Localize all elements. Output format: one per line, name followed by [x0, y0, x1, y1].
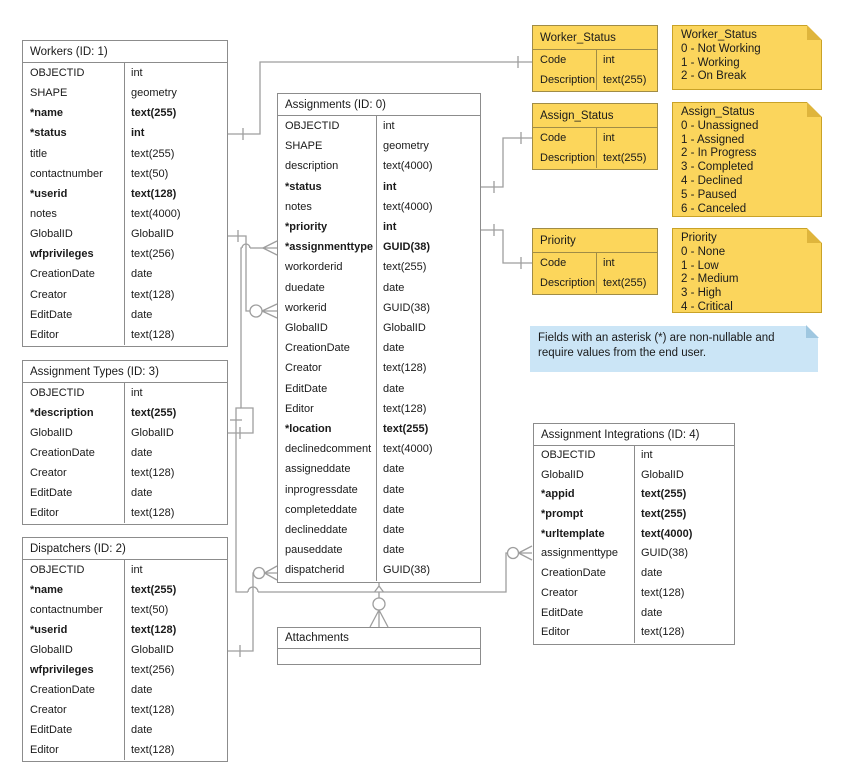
field-type: text(128): [124, 285, 227, 305]
field-name: GlobalID: [30, 427, 73, 439]
field-name: *description: [30, 407, 94, 419]
field-type: date: [124, 483, 227, 503]
cardinality-zero-circle: [373, 598, 385, 610]
field-row: [278, 379, 480, 399]
field-name: contactnumber: [30, 604, 103, 616]
field-type: text(4000): [376, 156, 480, 176]
field-type: date: [124, 720, 227, 740]
field-row: [278, 358, 480, 378]
field-name: description: [285, 160, 339, 173]
note-line: 0 - Not Working: [681, 42, 761, 55]
field-row: [23, 285, 227, 305]
field-row: [23, 443, 227, 463]
field-row: [533, 128, 657, 148]
table-workers-id-1: [22, 40, 228, 347]
field-type: text(128): [634, 584, 734, 604]
field-row: [23, 403, 227, 423]
field-name: Code: [540, 257, 567, 269]
field-type: GUID(38): [376, 560, 480, 580]
field-type: int: [376, 116, 480, 136]
field-row: [534, 446, 734, 466]
field-name: CreationDate: [541, 567, 606, 580]
field-type: text(4000): [634, 525, 734, 545]
note-line: Priority: [681, 232, 717, 244]
field-row: [23, 503, 227, 523]
field-row: [23, 423, 227, 443]
field-name: *appid: [541, 488, 575, 501]
field-name: SHAPE: [285, 140, 323, 153]
field-type: geometry: [124, 83, 227, 103]
field-row: [533, 253, 657, 273]
field-row: [278, 197, 480, 217]
field-name: declineddate: [285, 524, 348, 537]
field-type: text(128): [634, 623, 734, 643]
field-row: [533, 50, 657, 70]
field-name: CreationDate: [30, 684, 95, 696]
field-name: GlobalID: [541, 468, 584, 481]
table-title: Priority: [533, 229, 657, 253]
field-type: text(255): [124, 144, 227, 164]
field-type: text(128): [124, 325, 227, 345]
relationship-assignments-attachments: [370, 583, 388, 627]
field-name: EditDate: [285, 382, 328, 395]
table-title: Workers (ID: 1): [23, 41, 227, 63]
field-name: pauseddate: [285, 544, 343, 557]
field-name: Editor: [30, 328, 59, 341]
field-row: [534, 604, 734, 624]
field-row: [278, 298, 480, 318]
field-type: int: [596, 128, 657, 148]
note-fold-corner-icon: [807, 25, 822, 40]
field-name: EditDate: [30, 487, 73, 499]
field-type: date: [376, 278, 480, 298]
field-row: [23, 144, 227, 164]
crow-foot-marker: [265, 566, 278, 580]
field-type: text(255): [596, 148, 657, 168]
field-row: [534, 623, 734, 643]
field-row: [23, 83, 227, 103]
field-name: Creator: [30, 704, 67, 716]
field-name: Editor: [30, 744, 59, 756]
field-row: [533, 148, 657, 168]
field-name: CreationDate: [30, 447, 95, 459]
field-row: [23, 640, 227, 660]
relationship-workers-assignments-workerid: [228, 230, 277, 318]
note-line: 3 - High: [681, 287, 722, 300]
field-name: GlobalID: [285, 322, 328, 335]
field-row: [23, 184, 227, 204]
field-type: int: [376, 217, 480, 237]
field-name: Creator: [541, 586, 578, 599]
field-row: [278, 500, 480, 520]
field-type: text(4000): [376, 439, 480, 459]
field-type: int: [124, 123, 227, 143]
field-name: notes: [30, 207, 57, 220]
note-line: Worker_Status: [681, 29, 757, 41]
note-fold-corner-icon: [806, 325, 819, 338]
note-line: Fields with an asterisk (*) are non-nullable and require values from the end user.: [538, 332, 775, 359]
field-type: date: [376, 480, 480, 500]
field-type: int: [124, 383, 227, 403]
field-type: text(128): [376, 358, 480, 378]
field-type: GlobalID: [124, 224, 227, 244]
field-name: wfprivileges: [30, 664, 94, 676]
field-name: Creator: [30, 467, 67, 479]
field-row: [278, 419, 480, 439]
field-name: Creator: [30, 288, 67, 301]
table-title: Assign_Status: [533, 104, 657, 128]
table-title: Assignment Types (ID: 3): [23, 361, 227, 383]
field-row: [278, 338, 480, 358]
field-name: EditDate: [541, 606, 584, 619]
note-line: Assign_Status: [681, 106, 755, 118]
field-row: [23, 700, 227, 720]
field-row: [23, 164, 227, 184]
field-type: text(255): [596, 70, 657, 90]
field-type: text(255): [634, 505, 734, 525]
field-type: GlobalID: [634, 466, 734, 486]
field-type: text(128): [124, 184, 227, 204]
line-jump: [375, 586, 384, 592]
note-line: 2 - Medium: [681, 273, 739, 286]
field-row: [278, 237, 480, 257]
crow-foot-marker: [263, 241, 277, 255]
table-title: Dispatchers (ID: 2): [23, 538, 227, 560]
field-row: [278, 278, 480, 298]
note-line: 2 - On Break: [681, 70, 747, 83]
field-row: [534, 584, 734, 604]
field-row: [278, 136, 480, 156]
field-row: [23, 463, 227, 483]
field-type: text(128): [124, 620, 227, 640]
table-dispatchers-id-2: [22, 537, 228, 762]
field-row: [278, 217, 480, 237]
field-name: assigneddate: [285, 463, 351, 476]
field-type: text(50): [124, 164, 227, 184]
field-type: text(128): [124, 700, 227, 720]
field-type: date: [376, 520, 480, 540]
field-row: [278, 560, 480, 580]
field-row: [23, 264, 227, 284]
note-line: 3 - Completed: [681, 161, 754, 174]
table-assignment-types-id-3: [22, 360, 228, 525]
field-type: text(50): [124, 600, 227, 620]
note-line: 5 - Paused: [681, 188, 737, 201]
field-type: date: [376, 540, 480, 560]
field-name: notes: [285, 200, 312, 213]
field-type: int: [124, 63, 227, 83]
field-row: [23, 600, 227, 620]
table-title: Worker_Status: [533, 26, 657, 50]
field-name: Creator: [285, 362, 322, 375]
field-name: wfprivileges: [30, 248, 94, 261]
field-type: date: [124, 305, 227, 325]
field-name: OBJECTID: [30, 564, 85, 576]
field-type: text(128): [376, 399, 480, 419]
field-row: [23, 123, 227, 143]
field-name: completeddate: [285, 503, 358, 516]
field-name: Code: [540, 54, 567, 66]
field-name: *priority: [285, 221, 328, 234]
note-line: 2 - In Progress: [681, 147, 757, 160]
table-assign-status: [532, 103, 658, 170]
field-type: geometry: [376, 136, 480, 156]
field-type: GUID(38): [634, 544, 734, 564]
field-name: *urltemplate: [541, 527, 605, 540]
field-row: [278, 439, 480, 459]
field-row: [23, 720, 227, 740]
field-type: text(256): [124, 244, 227, 264]
field-type: date: [376, 459, 480, 479]
field-row: [533, 273, 657, 293]
field-name: CreationDate: [285, 342, 350, 355]
field-row: [23, 305, 227, 325]
field-row: [278, 540, 480, 560]
field-name: EditDate: [30, 724, 73, 736]
field-row: [278, 318, 480, 338]
field-type: int: [634, 446, 734, 466]
field-name: [278, 649, 379, 663]
field-type: text(255): [376, 419, 480, 439]
field-type: date: [376, 379, 480, 399]
note-line: 4 - Declined: [681, 174, 743, 187]
field-row: [23, 560, 227, 580]
field-type: date: [124, 443, 227, 463]
field-name: duedate: [285, 281, 325, 294]
field-name: Description: [540, 277, 596, 289]
field-row: [23, 580, 227, 600]
field-row: [534, 544, 734, 564]
table-priority: [532, 228, 658, 295]
field-name: dispatcherid: [285, 564, 345, 577]
field-name: OBJECTID: [30, 67, 85, 79]
field-row: [23, 244, 227, 264]
field-type: text(128): [124, 503, 227, 523]
field-type: text(128): [124, 740, 227, 760]
field-name: contactnumber: [30, 167, 103, 180]
field-type: date: [376, 338, 480, 358]
table-attachments: [277, 627, 481, 665]
field-type: text(4000): [376, 197, 480, 217]
field-type: date: [634, 604, 734, 624]
field-name: OBJECTID: [30, 387, 85, 399]
field-name: Editor: [541, 626, 570, 639]
note-assign-status: [672, 102, 822, 217]
note-fields-with-an-asterisk-are-no: [530, 326, 818, 372]
field-name: *prompt: [541, 508, 584, 521]
field-type: text(255): [124, 103, 227, 123]
table-title: Attachments: [278, 628, 480, 649]
field-name: *assignmenttype: [285, 241, 374, 254]
field-name: *name: [30, 107, 64, 120]
field-type: [379, 649, 480, 663]
table-assignments-id-0: [277, 93, 481, 583]
table-worker-status: [532, 25, 658, 92]
field-name: Description: [540, 152, 596, 164]
field-type: text(255): [596, 273, 657, 293]
field-name: Description: [540, 74, 596, 86]
field-name: *name: [30, 584, 64, 596]
field-row: [534, 525, 734, 545]
field-type: int: [596, 253, 657, 273]
field-row: [23, 325, 227, 345]
field-row: [278, 520, 480, 540]
field-name: title: [30, 147, 48, 160]
note-fold-corner-icon: [807, 102, 822, 117]
field-row: [23, 103, 227, 123]
note-line: 1 - Assigned: [681, 133, 745, 146]
field-row: [534, 485, 734, 505]
field-type: int: [124, 560, 227, 580]
relationship-assignments-assign-status: [481, 132, 532, 193]
field-row: [278, 156, 480, 176]
field-row: [23, 224, 227, 244]
field-row: [23, 680, 227, 700]
field-type: date: [124, 264, 227, 284]
field-row: [534, 564, 734, 584]
field-type: text(128): [124, 463, 227, 483]
field-type: GlobalID: [376, 318, 480, 338]
field-row: [278, 480, 480, 500]
field-row: [23, 63, 227, 83]
field-name: Editor: [285, 402, 314, 415]
field-type: text(255): [376, 257, 480, 277]
field-type: date: [376, 500, 480, 520]
field-type: text(255): [124, 580, 227, 600]
table-title: Assignments (ID: 0): [278, 94, 480, 116]
cardinality-zero-circle: [254, 568, 265, 579]
field-row: [533, 70, 657, 90]
field-name: workorderid: [285, 261, 343, 274]
field-row: [23, 660, 227, 680]
crow-foot-marker: [519, 546, 533, 560]
field-row: [278, 257, 480, 277]
table-title: Assignment Integrations (ID: 4): [534, 424, 734, 446]
field-row: [23, 383, 227, 403]
field-name: *userid: [30, 624, 68, 636]
field-name: inprogressdate: [285, 483, 358, 496]
field-row: [23, 483, 227, 503]
note-line: 0 - None: [681, 245, 726, 258]
field-row: [23, 204, 227, 224]
field-type: text(255): [634, 485, 734, 505]
note-line: 1 - Low: [681, 259, 719, 272]
field-row: [23, 620, 227, 640]
field-type: GUID(38): [376, 298, 480, 318]
field-row: [278, 459, 480, 479]
note-line: 0 - Unassigned: [681, 119, 759, 132]
note-worker-status: [672, 25, 822, 90]
field-row: [278, 177, 480, 197]
field-type: int: [596, 50, 657, 70]
field-name: EditDate: [30, 308, 73, 321]
field-row: [278, 399, 480, 419]
field-row: [278, 116, 480, 136]
field-name: *userid: [30, 187, 68, 200]
field-name: *location: [285, 423, 332, 436]
field-type: date: [124, 680, 227, 700]
field-type: GUID(38): [376, 237, 480, 257]
cardinality-zero-circle: [250, 305, 262, 317]
note-priority: [672, 228, 822, 313]
field-name: *status: [30, 127, 67, 140]
field-name: GlobalID: [30, 644, 73, 656]
note-line: 4 - Critical: [681, 300, 733, 313]
field-name: assignmenttype: [541, 547, 619, 560]
relationship-assignments-priority: [481, 224, 532, 269]
field-type: text(256): [124, 660, 227, 680]
field-type: date: [634, 564, 734, 584]
note-line: 1 - Working: [681, 56, 740, 69]
field-type: GlobalID: [124, 640, 227, 660]
field-type: text(255): [124, 403, 227, 423]
field-type: GlobalID: [124, 423, 227, 443]
field-name: Code: [540, 132, 567, 144]
field-name: GlobalID: [30, 228, 73, 241]
field-type: int: [376, 177, 480, 197]
field-row: [278, 649, 480, 663]
field-name: CreationDate: [30, 268, 95, 281]
field-name: OBJECTID: [285, 120, 340, 132]
field-name: Editor: [30, 507, 59, 519]
field-row: [534, 466, 734, 486]
note-line: 6 - Canceled: [681, 202, 747, 215]
field-type: text(4000): [124, 204, 227, 224]
field-row: [23, 740, 227, 760]
field-name: *status: [285, 180, 322, 193]
note-fold-corner-icon: [807, 228, 822, 243]
field-row: [534, 505, 734, 525]
field-name: SHAPE: [30, 87, 68, 100]
crow-foot-marker: [370, 610, 388, 627]
field-name: workerid: [285, 301, 327, 314]
field-name: declinedcomment: [285, 443, 372, 456]
field-name: OBJECTID: [541, 449, 596, 461]
table-assignment-integrations-id-4: [533, 423, 735, 645]
crow-foot-marker: [262, 304, 277, 318]
cardinality-zero-circle: [508, 548, 519, 559]
